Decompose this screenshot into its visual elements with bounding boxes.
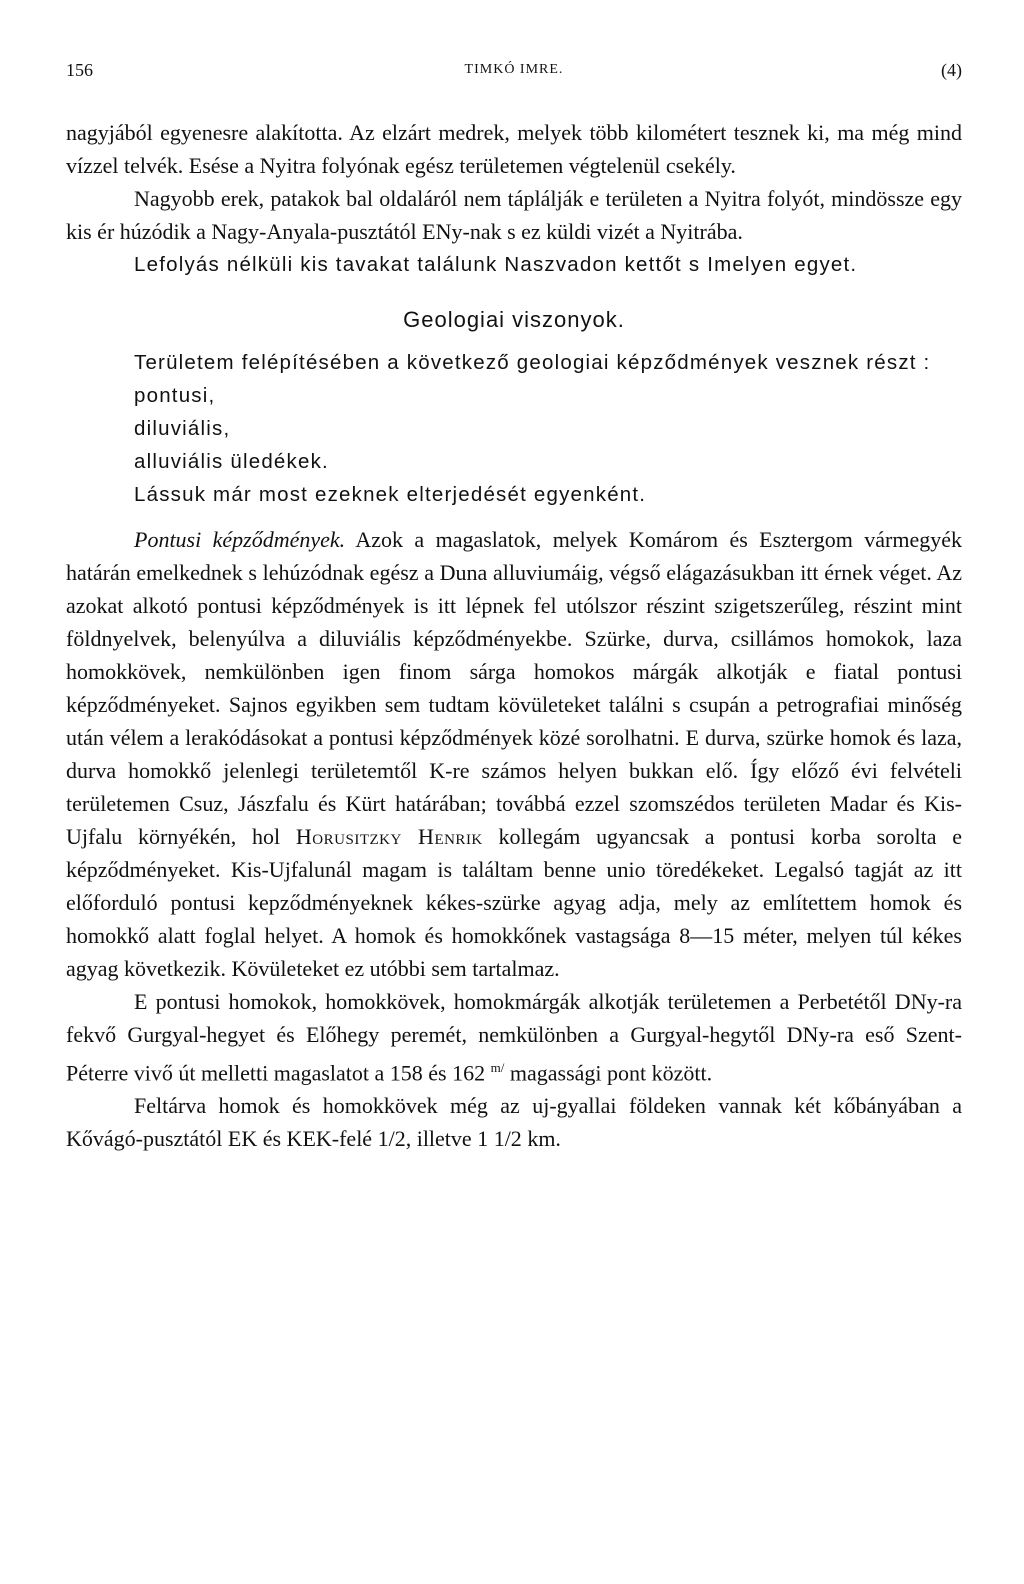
- text: km.: [527, 1126, 561, 1152]
- unit: m/: [490, 1060, 505, 1075]
- list-item: alluviális üledékek.: [134, 450, 329, 473]
- paragraph: [66, 985, 962, 1089]
- list-item: diluviális,: [134, 417, 231, 440]
- text: Azok a magaslatok, melyek Komárom és Esztergom vármegyék határán emelkednek s lehúzódnak egész a Duna alluviumáig, végső elágazásukban itt érnek véget. Az azokat alkotó pontusi képződmények is itt lépnek fel utólszor részint szigetszerűleg, részint mint földnyelvek, belenyúlva a diluviális képződményekbe. Szürke, durva, csillámos homokok, laza homokkövek, nemkülönben igen finom sárga homokos márgák alkotják e fiatal pontusi képződményeket. Sajnos egyikben sem tudtam kövületeket találni s csupán a petrografiai minőség után vélem a lerakódásokat a pontusi képződmények közé sorolhatni. E durva, szürke homok és laza, durva homokkő jelenlegi területemtől K-re számos helyen bukkan elő. Így előző évi felvételi területemen Csuz, Jászfalu és Kürt határában; továbbá ezzel szomszédos területen Madar és Kis-Ujfalu környékén, hol: [66, 527, 963, 849]
- fraction: 1 1/2: [477, 1126, 522, 1152]
- list-item: pontusi,: [134, 384, 216, 407]
- paragraph: Nagyobb erek, patakok bal oldaláról nem táplálják e területen a Nyitra folyót, mindössze egy kis ér húzódik a Nagy-Anyala-pusztától ENy-nak s ez küldi vizét a Nyitrába.: [66, 186, 962, 244]
- text: Feltárva homok és homokkövek még az uj-gyallai földeken vannak két kőbányában a Kővágó-pusztától EK és KEK-felé: [66, 1093, 962, 1152]
- paragraph: [66, 1089, 962, 1155]
- paragraph: Lássuk már most ezeknek elterjedését egyenként.: [134, 483, 647, 506]
- text: E pontusi homokok, homokkövek, homokmárgák alkotják területemen a Perbetétől DNy-ra fekvő Gurgyal-hegyet és Előhegy peremét, nemkülönben a Gurgyal-hegytől DNy-ra eső Szent-Péterre vivő út melletti magaslatot a 158 és 162: [66, 989, 962, 1086]
- section-number: (4): [941, 60, 962, 80]
- formation-list: [66, 379, 962, 478]
- paragraph: [66, 523, 962, 985]
- section-heading: Geologiai viszonyok.: [403, 307, 625, 332]
- page-body: [66, 116, 962, 1155]
- page-header: [66, 60, 962, 84]
- paragraph: Lefolyás nélküli kis tavakat találunk Naszvadon kettőt s Imelyen egyet.: [134, 253, 858, 276]
- text: , illetve: [405, 1126, 472, 1152]
- paragraph: nagyjából egyenesre alakította. Az elzárt medrek, melyek több kilométert tesznek ki, ma még mind vízzel telvék. Esése a Nyitra folyónak egész területemen végtelenül csekély.: [66, 120, 962, 178]
- text: kollegám ugyancsak a pontusi korba sorolta e képződményeket. Kis-Ujfalunál magam is találtam benne unio töredékeket. Legalsó tagját az itt előforduló pontusi kepződményeknek kékes-szürke agyag adja, mely az említettem homok és homokkő alatt foglal helyet. A homok és homokkőnek vastagsága 8—15 méter, melyen túl kékes agyag következik. Kövületeket ez utóbbi sem tartalmaz.: [66, 824, 963, 981]
- person-name: Horusitzky Henrik: [295, 824, 483, 849]
- page-number: 156: [66, 60, 93, 80]
- text: magassági pont között.: [509, 1060, 713, 1086]
- fraction: 1/2: [377, 1126, 406, 1152]
- paragraph: Területem felépítésében a következő geologiai képződmények vesznek részt :: [134, 351, 931, 374]
- running-head: TIMKÓ IMRE.: [464, 62, 564, 77]
- subsection-title: Pontusi képződmények.: [134, 527, 346, 552]
